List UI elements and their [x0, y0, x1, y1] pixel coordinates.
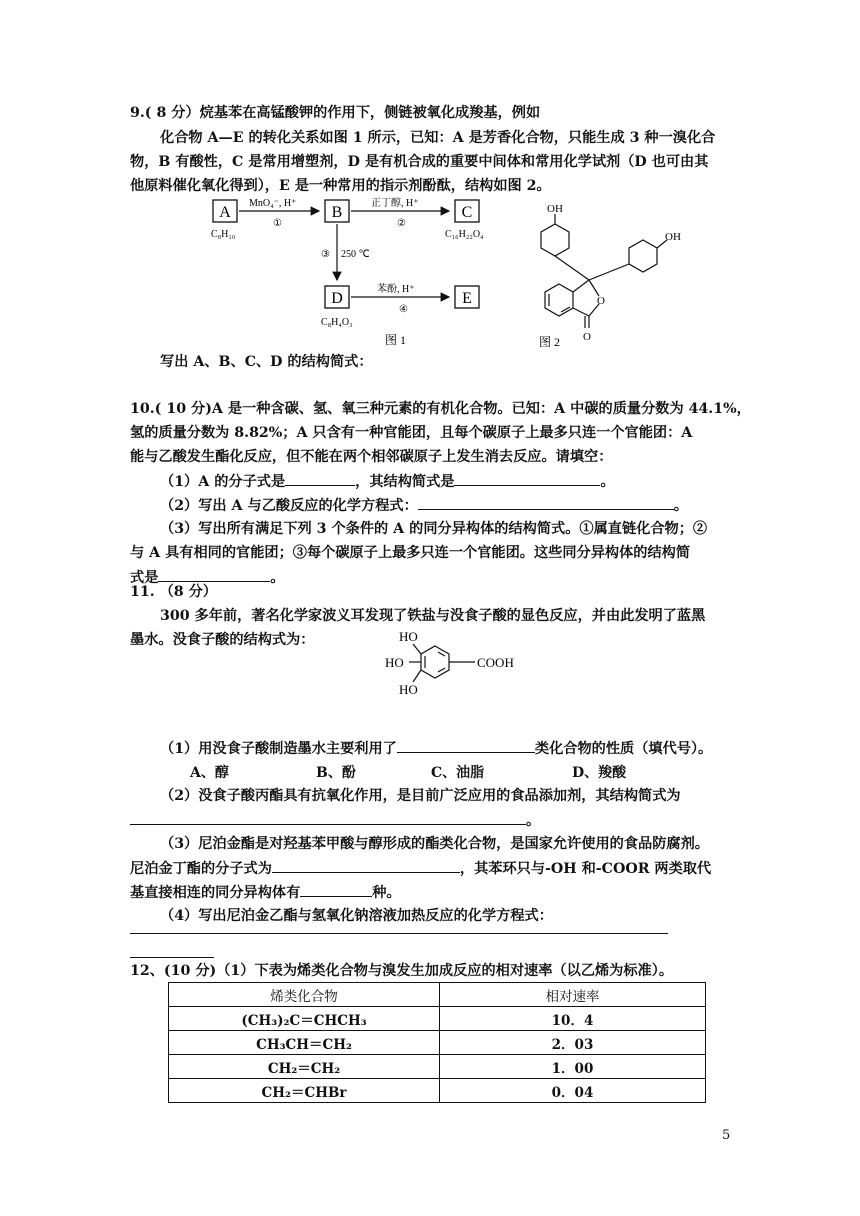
fig2-ring-oxygen: O	[597, 295, 605, 307]
table-cell-compound: CH₂＝CH₂	[169, 1055, 440, 1079]
q10-molecular-formula-blank[interactable]	[285, 471, 355, 486]
q10-sub-1-prefix: （1）A 的分子式是	[160, 474, 286, 490]
q11-sub-3-end: 种。	[372, 885, 401, 901]
box-c	[455, 200, 479, 222]
q10-sub-2-prefix: （2）写出 A 与乙酸反应的化学方程式：	[160, 498, 418, 514]
q11-sub-1	[160, 738, 770, 759]
arrow-2-step: ②	[397, 218, 406, 229]
q11-sub-3-isomer-prefix: 基直接相连的同分异构体有	[130, 885, 301, 901]
q11-compound-type-blank[interactable]	[397, 738, 535, 753]
q10-equation-blank[interactable]	[418, 495, 674, 510]
table-cell-rate: 0．04	[440, 1079, 706, 1103]
figure-2-phenolphthalein-structure	[515, 200, 695, 350]
q11-sub-3-prefix: 尼泊金丁酯的分子式为	[130, 861, 272, 877]
table-header-row	[169, 983, 706, 1007]
q10-line-1: 10.( 10 分)A 是一种含碳、氢、氧三种元素的有机化合物。已知：A 中碳的质量分数为 44.1%，	[130, 401, 751, 417]
formula-d: C₈H₄O₃	[321, 317, 353, 328]
table-cell-rate: 2．03	[440, 1031, 706, 1055]
q11-sub-4-answer-line-1[interactable]	[130, 933, 668, 934]
q10-line-3: 能与乙酸发生酯化反应，但不能在两个相邻碳原子上发生消去反应。请填空：	[130, 449, 613, 465]
arrow-4-step: ④	[399, 304, 408, 315]
q10-sub-3-line-2: 与 A 具有相同的官能团；③每个碳原子上最多只连一个官能团。这些同分异构体的结构简	[130, 545, 691, 561]
q11-option-a[interactable]: A、醇	[190, 765, 229, 781]
q11-isomer-count-blank[interactable]	[300, 882, 372, 897]
q10-sub-2-end: 。	[673, 498, 688, 514]
arrow-3-step: ③	[321, 249, 330, 260]
q11-line-1: 300 多年前，著名化学家波义耳发现了铁盐与没食子酸的显色反应，并由此发明了蓝黑	[160, 608, 706, 624]
q11-line-2: 墨水。没食子酸的结构式为：	[130, 632, 315, 648]
q11-sub-2-end: 。	[526, 813, 541, 829]
formula-c: C₁₆H₂₂O₄	[445, 229, 484, 240]
alkene-rate-table	[168, 982, 706, 1103]
table-row	[169, 1031, 706, 1055]
box-d-label: D	[331, 290, 343, 307]
q11-heading: 11. （8 分）	[130, 584, 217, 600]
gallic-cooh: COOH	[477, 655, 514, 670]
q9-ask: 写出 A、B、C、D 的结构简式：	[160, 354, 373, 370]
box-a	[213, 200, 237, 222]
box-a-label: A	[219, 204, 231, 221]
formula-a: C₈H₁₀	[211, 229, 236, 240]
gallic-ho-top: HO	[399, 629, 418, 644]
arrow-3-condition: 250 ℃	[341, 249, 370, 260]
q9-heading: 9.( 8 分）烷基苯在高锰酸钾的作用下，侧链被氧化成羧基，例如	[130, 105, 541, 121]
arrow-1-reagent: MnO₄⁻, H⁺	[249, 198, 297, 209]
box-b-label: B	[331, 204, 343, 221]
figure-2-caption: 图 2	[539, 335, 561, 349]
q10-sub-3-prefix: 式是	[130, 570, 159, 586]
q11-sub-1-end: 类化合物的性质（填代号）。	[534, 741, 713, 757]
q10-sub-1	[160, 471, 770, 492]
table-header-compound: 烯类化合物	[169, 983, 440, 1007]
q11-sub-3-line-3	[130, 882, 740, 903]
arrow-4-reagent: 苯酚, H⁺	[377, 284, 415, 295]
q9-paragraph-line-2: 物，B 有酸性，C 是常用增塑剂，D 是有机合成的重要中间体和常用化学试剂（D 也可由其	[130, 154, 709, 170]
q10-sub-2	[160, 495, 770, 516]
q11-sub-4-answer-line-2[interactable]	[130, 957, 214, 958]
table-row	[169, 1007, 706, 1031]
fig2-oh-left: OH	[547, 203, 563, 215]
table-row	[169, 1055, 706, 1079]
box-b	[325, 200, 349, 222]
q11-propyl-gallate-blank[interactable]	[130, 810, 526, 825]
arrow-1-step: ①	[273, 218, 282, 229]
q9-paragraph-line-1: 化合物 A—E 的转化关系如图 1 所示，已知：A 是芳香化合物，只能生成 3 种一溴化合	[160, 130, 716, 146]
q11-butylparaben-formula-blank[interactable]	[272, 858, 460, 873]
figure-1-caption: 图 1	[385, 333, 407, 347]
q10-sub-3-line-1: （3）写出所有满足下列 3 个条件的 A 的同分异构体的结构简式。①属直链化合物；②	[160, 521, 708, 537]
q11-sub-1-prefix: （1）用没食子酸制造墨水主要利用了	[160, 741, 397, 757]
q12-heading: 12、(10 分)（1）下表为烯类化合物与溴发生加成反应的相对速率（以乙烯为标准）。	[130, 963, 674, 979]
table-row	[169, 1079, 706, 1103]
q10-sub-3-end: 。	[270, 570, 285, 586]
q11-sub-2: （2）没食子酸丙酯具有抗氧化作用，是目前广泛应用的食品添加剂，其结构简式为	[160, 788, 681, 804]
table-cell-compound: (CH₃)₂C＝CHCH₃	[169, 1007, 440, 1031]
fig2-carbonyl-oxygen: O	[583, 331, 591, 343]
arrow-2-reagent: 正丁醇, H⁺	[371, 198, 419, 209]
box-c-label: C	[461, 204, 473, 221]
q11-sub-2-answer-line	[130, 810, 740, 831]
table-cell-compound: CH₃CH＝CH₂	[169, 1031, 440, 1055]
gallic-ho-bottom: HO	[399, 682, 418, 697]
box-e	[455, 286, 479, 308]
gallic-acid-structure	[385, 626, 535, 702]
box-d	[325, 286, 349, 308]
q10-sub-1-mid: ，其结构简式是	[355, 474, 455, 490]
box-e-label: E	[462, 290, 472, 307]
q11-sub-3-line-1: （3）尼泊金酯是对羟基苯甲酸与醇形成的酯类化合物，是国家允许使用的食品防腐剂。	[160, 836, 709, 852]
table-header-rate: 相对速率	[440, 983, 706, 1007]
q10-structure-blank[interactable]	[454, 471, 600, 486]
fig2-oh-right: OH	[665, 231, 681, 243]
q11-option-b[interactable]: B、酚	[316, 765, 356, 781]
q11-sub-3-line-2	[130, 858, 740, 879]
q10-isomers-blank[interactable]	[158, 567, 270, 582]
table-cell-compound: CH₂＝CHBr	[169, 1079, 440, 1103]
page-number: 5	[722, 1128, 731, 1143]
q11-option-d[interactable]: D、羧酸	[572, 765, 627, 781]
table-cell-rate: 10．4	[440, 1007, 706, 1031]
q9-paragraph-line-3: 他原料催化氧化得到），E 是一种常用的指示剂酚酞，结构如图 2。	[130, 178, 551, 194]
gallic-ho-middle: HO	[385, 655, 404, 670]
q11-sub-4: （4）写出尼泊金乙酯与氢氧化钠溶液加热反应的化学方程式：	[160, 908, 553, 924]
table-cell-rate: 1．00	[440, 1055, 706, 1079]
q10-line-2: 氢的质量分数为 8.82%；A 只含有一种官能团，且每个碳原子上最多只连一个官能团：A	[130, 425, 693, 441]
figure-1-reaction-scheme	[205, 192, 515, 352]
q11-option-c[interactable]: C、油脂	[431, 765, 485, 781]
q11-sub-3-mid: ，其苯环只与-OH 和-COOR 两类取代	[459, 861, 712, 877]
q10-sub-1-end: 。	[600, 474, 615, 490]
